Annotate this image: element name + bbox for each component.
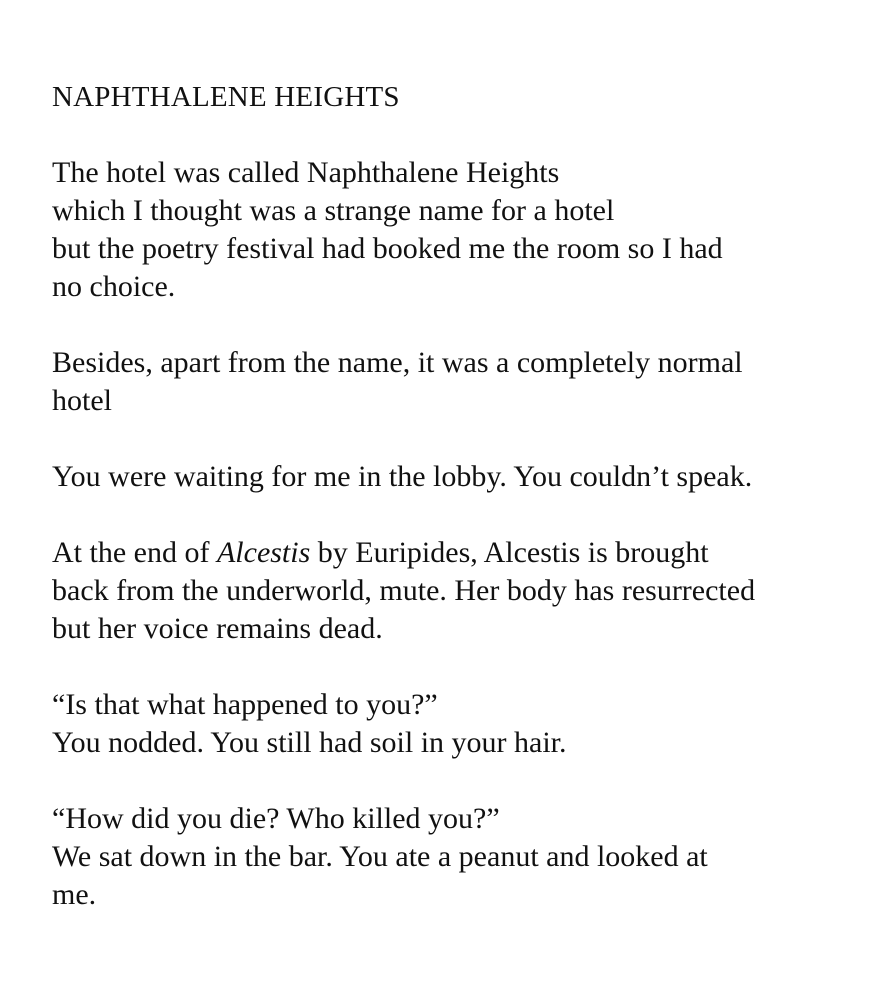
poem-page xyxy=(52,78,852,952)
poem-line: no choice. xyxy=(52,270,176,303)
poem-line: which I thought was a strange name for a hotel xyxy=(52,194,615,227)
poem-line: back from the underworld, mute. Her body has resurrected xyxy=(52,574,756,607)
poem-line: “How did you die? Who killed you?” xyxy=(52,802,500,835)
line-text: At the end of xyxy=(52,536,217,569)
poem-line: but her voice remains dead. xyxy=(52,612,383,645)
stanza-1 xyxy=(52,154,852,306)
poem-line: The hotel was called Naphthalene Heights xyxy=(52,156,560,189)
poem-line: me. xyxy=(52,878,97,911)
poem-line: hotel xyxy=(52,384,112,417)
stanza-4 xyxy=(52,534,852,648)
poem-line: We sat down in the bar. You ate a peanut and looked at xyxy=(52,840,708,873)
poem-title: NAPHTHALENE HEIGHTS xyxy=(52,81,400,113)
poem-line: Besides, apart from the name, it was a completely normal xyxy=(52,346,743,379)
poem-line: You nodded. You still had soil in your hair. xyxy=(52,726,567,759)
stanza-2 xyxy=(52,344,852,420)
line-text: by Euripides, Alcestis is brought xyxy=(310,536,709,569)
play-title-italic: Alcestis xyxy=(216,536,311,569)
stanza-5 xyxy=(52,686,852,762)
poem-line: You were waiting for me in the lobby. You couldn’t speak. xyxy=(52,460,753,493)
stanza-3 xyxy=(52,458,852,496)
poem-line: “Is that what happened to you?” xyxy=(52,688,438,721)
poem-line xyxy=(52,534,852,572)
stanza-6 xyxy=(52,800,852,914)
poem-line: but the poetry festival had booked me the room so I had xyxy=(52,232,723,265)
